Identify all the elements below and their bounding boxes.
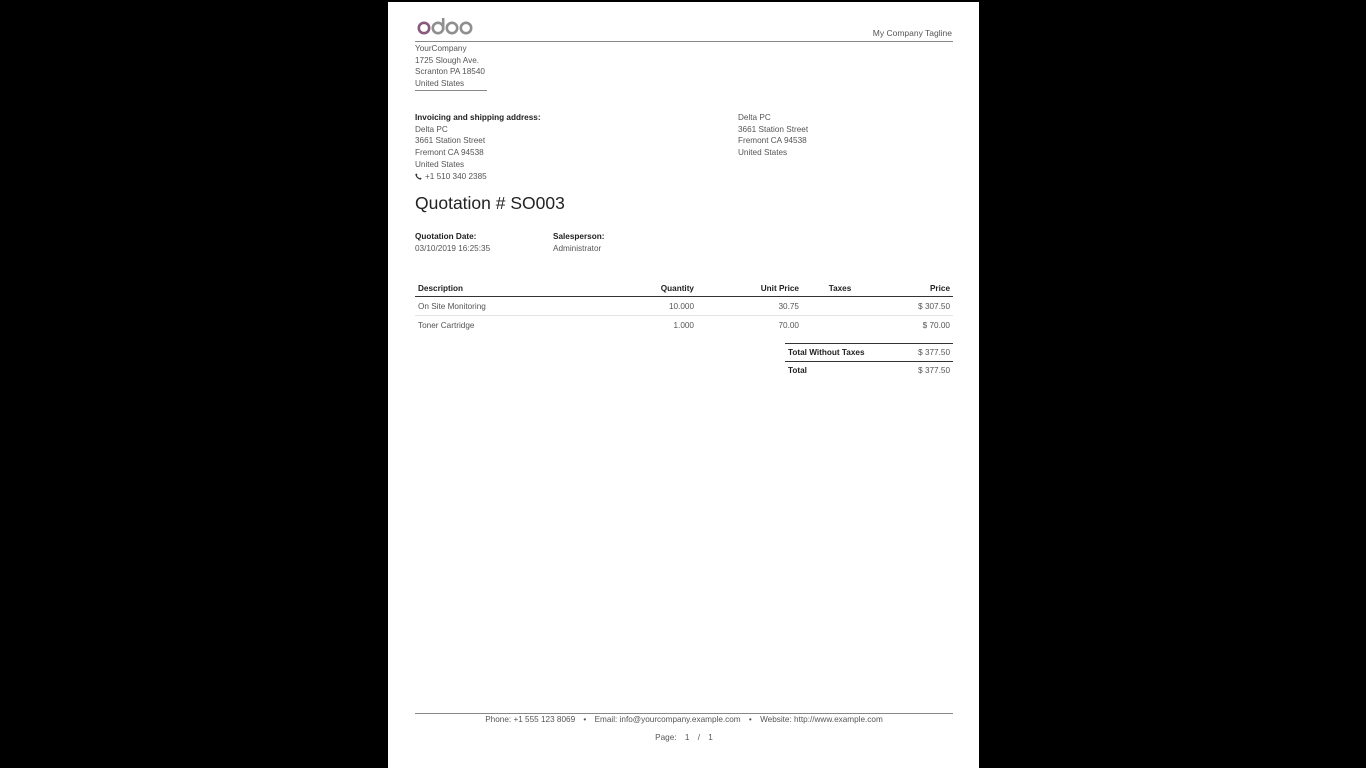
quotation-date-value: 03/10/2019 16:25:35: [415, 243, 491, 253]
column-header-unit-price: Unit Price: [697, 281, 802, 297]
table-row: [415, 297, 953, 316]
order-lines-table: [415, 281, 953, 334]
header-divider: [415, 41, 953, 42]
page-current: 1: [684, 733, 690, 742]
partner-city: Fremont CA 94538: [738, 136, 807, 146]
partner-street: 3661 Station Street: [738, 124, 809, 134]
report-page: [388, 2, 979, 768]
invoicing-country: United States: [415, 159, 465, 169]
invoicing-phone-line: [415, 171, 541, 183]
untaxed-total-label: Total Without Taxes: [785, 344, 900, 362]
footer-divider: [415, 713, 953, 714]
cell-price: $ 70.00: [922, 320, 950, 330]
invoicing-street: 3661 Station Street: [415, 136, 486, 146]
invoicing-phone: +1 510 340 2385: [425, 171, 487, 181]
company-city: Scranton PA 18540: [415, 67, 485, 77]
partner-country: United States: [738, 148, 788, 158]
footer-phone: Phone: +1 555 123 8069: [485, 715, 576, 724]
grand-total-row: [785, 362, 953, 380]
company-street: 1725 Slough Ave.: [415, 55, 480, 65]
footer-separator: •: [583, 715, 587, 724]
untaxed-total-value: $ 377.50: [900, 344, 953, 362]
footer-website: Website: http://www.example.com: [760, 715, 883, 724]
untaxed-total-row: [785, 344, 953, 362]
invoicing-name: Delta PC: [415, 124, 448, 134]
page-total: 1: [708, 733, 713, 742]
grand-total-value: $ 377.50: [900, 362, 953, 380]
table-header-row: [415, 281, 953, 297]
cell-unit-price: 30.75: [697, 297, 802, 316]
footer-contacts: [415, 715, 953, 724]
page-counter: [415, 733, 953, 742]
invoicing-address: [415, 112, 541, 182]
partner-name: Delta PC: [738, 113, 771, 122]
salesperson-label: Salesperson:: [553, 232, 605, 241]
company-tagline: My Company Tagline: [872, 28, 952, 38]
quotation-date-block: [415, 231, 490, 254]
column-header-quantity: Quantity: [611, 281, 697, 297]
footer-separator: •: [748, 715, 752, 724]
salesperson-block: [553, 231, 604, 254]
salesperson-value: Administrator: [553, 243, 602, 253]
footer-email: Email: info@yourcompany.example.com: [594, 715, 741, 724]
cell-taxes: [802, 316, 878, 335]
column-header-price: Price: [878, 281, 953, 297]
invoicing-city: Fremont CA 94538: [415, 148, 484, 158]
grand-total-label: Total: [785, 362, 900, 380]
invoicing-label: Invoicing and shipping address:: [415, 113, 541, 122]
cell-quantity: 1.000: [673, 320, 694, 330]
cell-description: On Site Monitoring: [415, 297, 611, 316]
cell-taxes: [802, 297, 878, 316]
phone-icon: [415, 173, 422, 180]
column-header-description: Description: [415, 281, 611, 297]
column-header-taxes: Taxes: [802, 281, 878, 297]
page-separator: /: [697, 733, 700, 742]
cell-price: $ 307.50: [878, 297, 953, 316]
company-name: YourCompany: [415, 44, 467, 53]
totals-table: [785, 343, 953, 379]
cell-description: Toner Cartridge: [418, 320, 475, 330]
cell-quantity: 10.000: [611, 297, 697, 316]
company-country: United States: [415, 79, 465, 89]
company-address: [415, 43, 487, 91]
cell-unit-price: 70.00: [778, 320, 799, 330]
table-row: [415, 316, 953, 335]
quotation-date-label: Quotation Date:: [415, 232, 477, 241]
page-label: Page:: [655, 733, 677, 742]
odoo-logo: [417, 17, 475, 39]
document-title: Quotation # SO003: [415, 193, 565, 213]
partner-address: [738, 112, 808, 159]
